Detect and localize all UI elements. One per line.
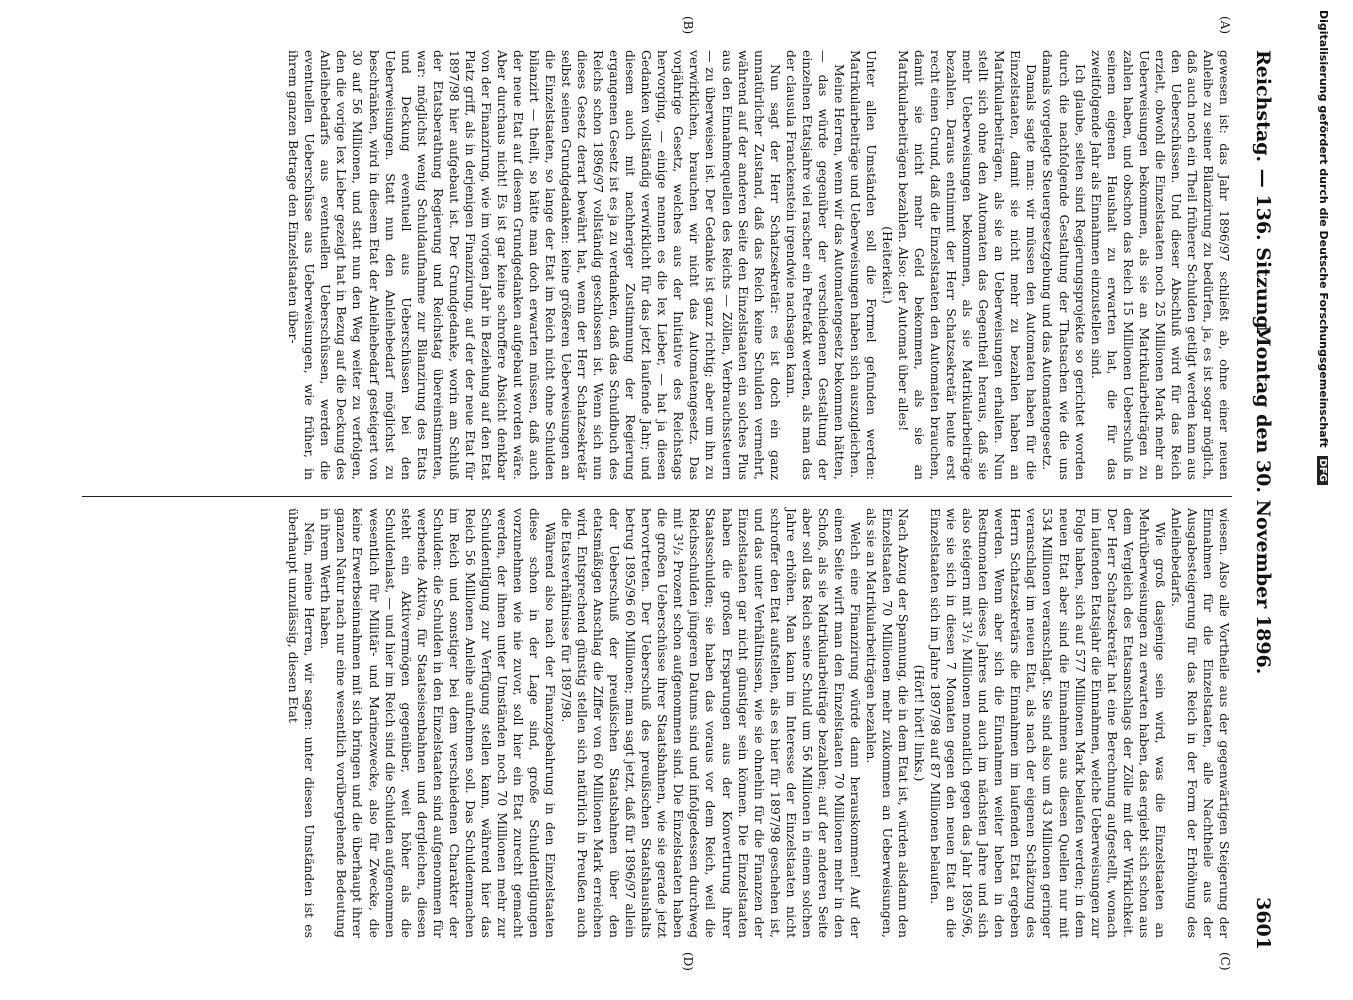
page-number: 3601 xyxy=(1252,897,1274,950)
digitization-note xyxy=(1310,10,1330,960)
header-date: Montag den 30. November 1896. xyxy=(1252,325,1274,675)
paragraph: Nach Abzug der Spannung, die in dem Etat ist, würden alsdann den Einzelstaaten 70 Millionen mehr zukommen an Ueberweisungen, als sie an Matrikularbeiträgen bezahlen. xyxy=(863,508,912,938)
paragraph: gewesen ist: das Jahr 1896/97 schließt ab, ohne einer neuen Anleihe zu seiner Bilanzirung zu bedürfen, ja, es ist sogar möglich, daß auch noch ein Theil früherer Schulden getilgt werden kann aus den Ueberschüssen. Und dieser Abschluß wird für das Reich erzielt, obwohl die Einzelstaaten noch 25 Millionen Mark mehr an Ueberweisungen bekommen, als sie an Matrikularbeiträgen zu zahlen haben, und obschon das Reich 15 Millionen Ueberschuß in seinem eigenen Haushalt zu erwarten hat, die für das zweitfolgende Jahr als Einnahmen einzustellen sind. xyxy=(1088,50,1232,480)
paragraph: Welch eine Finanzirung würde dann herauskommen! Auf der einen Seite wirft man den Einzelstaaten 70 Millionen mehr in den Schoß, als sie Matrikularbeiträge bezahlen; auf der anderen Seite aber soll das Reich seine Schuld um 56 Millionen in einem solchen Jahre erhöhen. Man kann im Interesse der Einzelstaaten nicht schroffer den Etat aufstellen, als es hier für 1897/98 geschehen ist, und das unter Verhältnissen, wie sie ohnehin für die Finanzen der Einzelstaaten gar nicht günstiger sein können. Die Einzelstaaten haben die großen Ersparungen aus der Konvertirung ihrer Staatsschulden; sie haben das voraus vor dem Reich, weil die Reichsschulden jüngeren Datums sind und infolgedessen durchweg mit 3¹/₂ Prozent schon aufgenommen sind. Die Einzelstaaten haben die großen Ueberschüsse ihrer Staatsbahnen, wie sie gerade jetzt hervortreten. Der Ueberschuß des preußischen Staatshaushalts betrug 1895/96 60 Millionen; man sagt jetzt, daß für 1896/97 allein der Ueberschuß der preußischen Staatsbahnen über den etatsmäßigen Anschlag die Ziffer von 60 Millionen Mark erreichen wird. Entsprechend günstig stellen sich natürlich in Preußen auch die Etatsverhältnisse für 1897/98. xyxy=(559,508,863,938)
running-header xyxy=(1240,50,1280,950)
rotated-text-page xyxy=(60,16,1280,971)
column-divider xyxy=(82,496,1232,497)
paragraph: Wie groß dasjenige sein wird, was die Einzelstaaten an Mehrüberweisungen zu erwarten haben, das ergiebt sich schon aus dem Vergleich des Etatsanschlags der Zölle mit der Wirklichkeit. Der Herr Schatzsekretär hat eine Berechnung aufgestellt, wonach im laufenden Etatsjahr die Einnahmen, welche Ueberweisungen zur Folge haben, sich auf 577 Millionen Mark belaufen werden; in dem neuen Etat aber sind die Einnahmen aus diesen Quellen nur mit 534 Millionen veranschlagt. Sie sind also um 43 Millionen geringer veranschlagt im neuen Etat, als nach der eigenen Schätzung des Herrn Schatzsekretärs die Einnahmen im laufenden Etat ergeben werden. Wenn aber sich die Einnahmen weiter heben in den Restmonaten dieses Jahres und auch im nächsten Jahre und sich also steigern mit 3¹/₂ Millionen monatlich gegen das Jahr 1895/96, wie sie sich in diesen 7 Monaten gegen den neuen Etat an die Einzelstaaten sich im Jahre 1897/98 auf 87 Millionen belaufen. xyxy=(928,508,1168,938)
paragraph: Nein, meine Herren, wir sagen: unter diesen Umständen ist es überhaupt unzulässig, diesen Etat xyxy=(286,508,318,938)
left-column xyxy=(285,50,1232,480)
margin-mark-a: (A) xyxy=(1218,16,1232,35)
paragraph: Während also nach der Finanzgebahrung in den Einzelstaaten diese schon in der Lage sind, große Schuldentilgungen vorzunehmen wie nie zuvor, soll hier ein Etat zurecht gemacht werden, der ihnen unter Umständen noch 70 Millionen mehr zur Schuldentilgung zur Verfügung stellen kann, während hier das Reich 56 Millionen Anleihe aufnehmen soll. Das Schuldenmachen im Reich und sonstiger bei dem verschiedenen Charakter der Schulden: die Schulden in den Einzelstaaten sind aufgenommen für werbende Aktiva, für Staatseisenbahnen und dergleichen, diesen steht ein Aktivvermögen gegenüber, weit höher als die Schuldenlast, — und hier im Reich sind die Schulden aufgenommen wesentlich für Militär- und Marinezwecke, also für Zwecke, die keine Erwerbseinnahmen mit sich bringen und die überhaupt ihrer ganzen Natur nach nur eine wesentlich vorübergehende Bedeutung in ihrem Werth haben. xyxy=(318,508,559,938)
paragraph: Damals sagte man: wir müssen den Automaten haben für die Einzelstaaten, damit sie nicht mehr zu bezahlen haben an Matrikularbeiträgen, als sie an Ueberweisungen erhalten. Nun stellt sich ohne den Automaten das Gegentheil heraus, daß sie mehr Ueberweisungen bekommen, als sie Matrikularbeiträge bezahlen. Daraus entnimmt der Herr Schatzsekretär heute erst recht einen Grund, daß die Einzelstaaten den Automaten brauchen, damit sie nicht mehr Geld bekommen, als sie an Matrikularbeiträgen bezahlen. Also: der Automat über alles! xyxy=(896,50,1040,480)
margin-mark-d: (D) xyxy=(681,952,695,971)
paragraph: wiesen. Also alle Vortheile aus der gegenwärtigen Steigerung der Einnahmen für die Einzelstaaten, alle Nachtheile aus der Ausgabesteigerung für das Reich in der Form der Erhöhung des Anleihebedarfs. xyxy=(1168,508,1232,938)
paragraph: Ich glaube, selten sind Regierungsprojekte so gerichtet worden durch die nachfolgende Gestaltung der Thatsachen wie die uns damals vorgelegte Steuergesetzgebung und das Automatengesetz. xyxy=(1040,50,1088,480)
digitization-text: Digitalisierung gefördert durch die Deutsche Forschungsgemeinschaft xyxy=(1317,10,1330,448)
dfg-logo: DFG xyxy=(1317,456,1328,485)
paragraph: Unter allen Umständen soll die Formel gefunden werden: Matrikularbeiträge und Ueberweisungen haben sich auszugleichen. xyxy=(847,50,879,480)
margin-mark-b: (B) xyxy=(681,16,695,35)
paragraph: Nun sagt der Herr Schatzsekretär: es ist doch ein ganz unnatürlicher Zustand, daß das Reich keine Schulden vermehrt, während auf der anderen Seite den Einzelstaaten ein solches Plus aus den Einnahmequellen des Reichs — Zöllen, Verbrauchssteuern — zu überweisen ist. Der Gedanke ist ganz richtig; aber um ihn zu verwirklichen, brauchen wir nicht das Automatengesetz. Das vorjährige Gesetz, welches aus der Initiative des Reichstags hervorging, — einige nennen es die lex Lieber, — hat ja diesen Gedanken vollständig verwirklicht für das jetzt laufende Jahr; und diesem auch mit nachheriger Zustimmung der Regierung ergangenen Gesetz ist es ja zu verdanken, daß das Schuldbuch des Reichs schon 1896/97 vollständig geschlossen ist. Wenn sich nun dieses Gesetz derart bewährt hat, wenn der Herr Schatzsekretär selbst seinen Grundgedanken: keine größeren Ueberweisungen an die Einzelstaaten, so lange der Etat im Reich nicht ohne Schulden bilanzirt — theilt, so hätte man doch erwarten müssen, daß auch der neue Etat auf diesem Grundgedanken aufgebaut worden wäre. Aber durchaus nicht! Es ist gar keine schroffere Absicht denkbar von der Finanzirung, wie im vorigen Jahr in Beziehung auf den Etat Platz griff, als in derjenigen Finanzirung, auf der der neue Etat für 1897/98 hier aufgebaut ist. Der Grundgedanke, worin am Schluß der Etatsberathung Regierung und Reichstag übereinstimmten, war: möglichst wenig Schuldaufnahme zur Bilanzirung des Etats und Deckung eventuell aus Ueberschüssen bei den Ueberweisungen. Statt nun den Anleihebedarf möglichst zu beschränken, wird in diesem Etat der Anleihebedarf gesteigert von 30 auf 56 Millionen, und statt nun den Weg weiter zu verfolgen, den die vorige lex Lieber gezeigt hat in Bezug auf die Deckung des Anleihebedarfs aus eventuellen Ueberschüssen, werden die eventuellen Ueberschüsse aus Ueberweisungen, wie früher, in ihrem ganzen Betrage den Einzelstaaten über- xyxy=(286,50,783,480)
paragraph: Meine Herren, wenn wir das Automatengesetz bekommen hätten, — das würde gegenüber der verschiedenen Gestaltung der einzelnen Etatsjahre viel rascher ein Petrefakt werden, als man das der clausula Franckenstein irgendwie nachsagen kann. xyxy=(783,50,847,480)
interjection: (Heiterkeit.) xyxy=(880,226,896,304)
right-column xyxy=(285,508,1232,938)
margin-mark-c: (C) xyxy=(1218,952,1232,971)
header-left: Reichstag. — 136. Sitzung. xyxy=(1252,50,1274,336)
interjection: (Hört! hört! links.) xyxy=(912,664,928,782)
